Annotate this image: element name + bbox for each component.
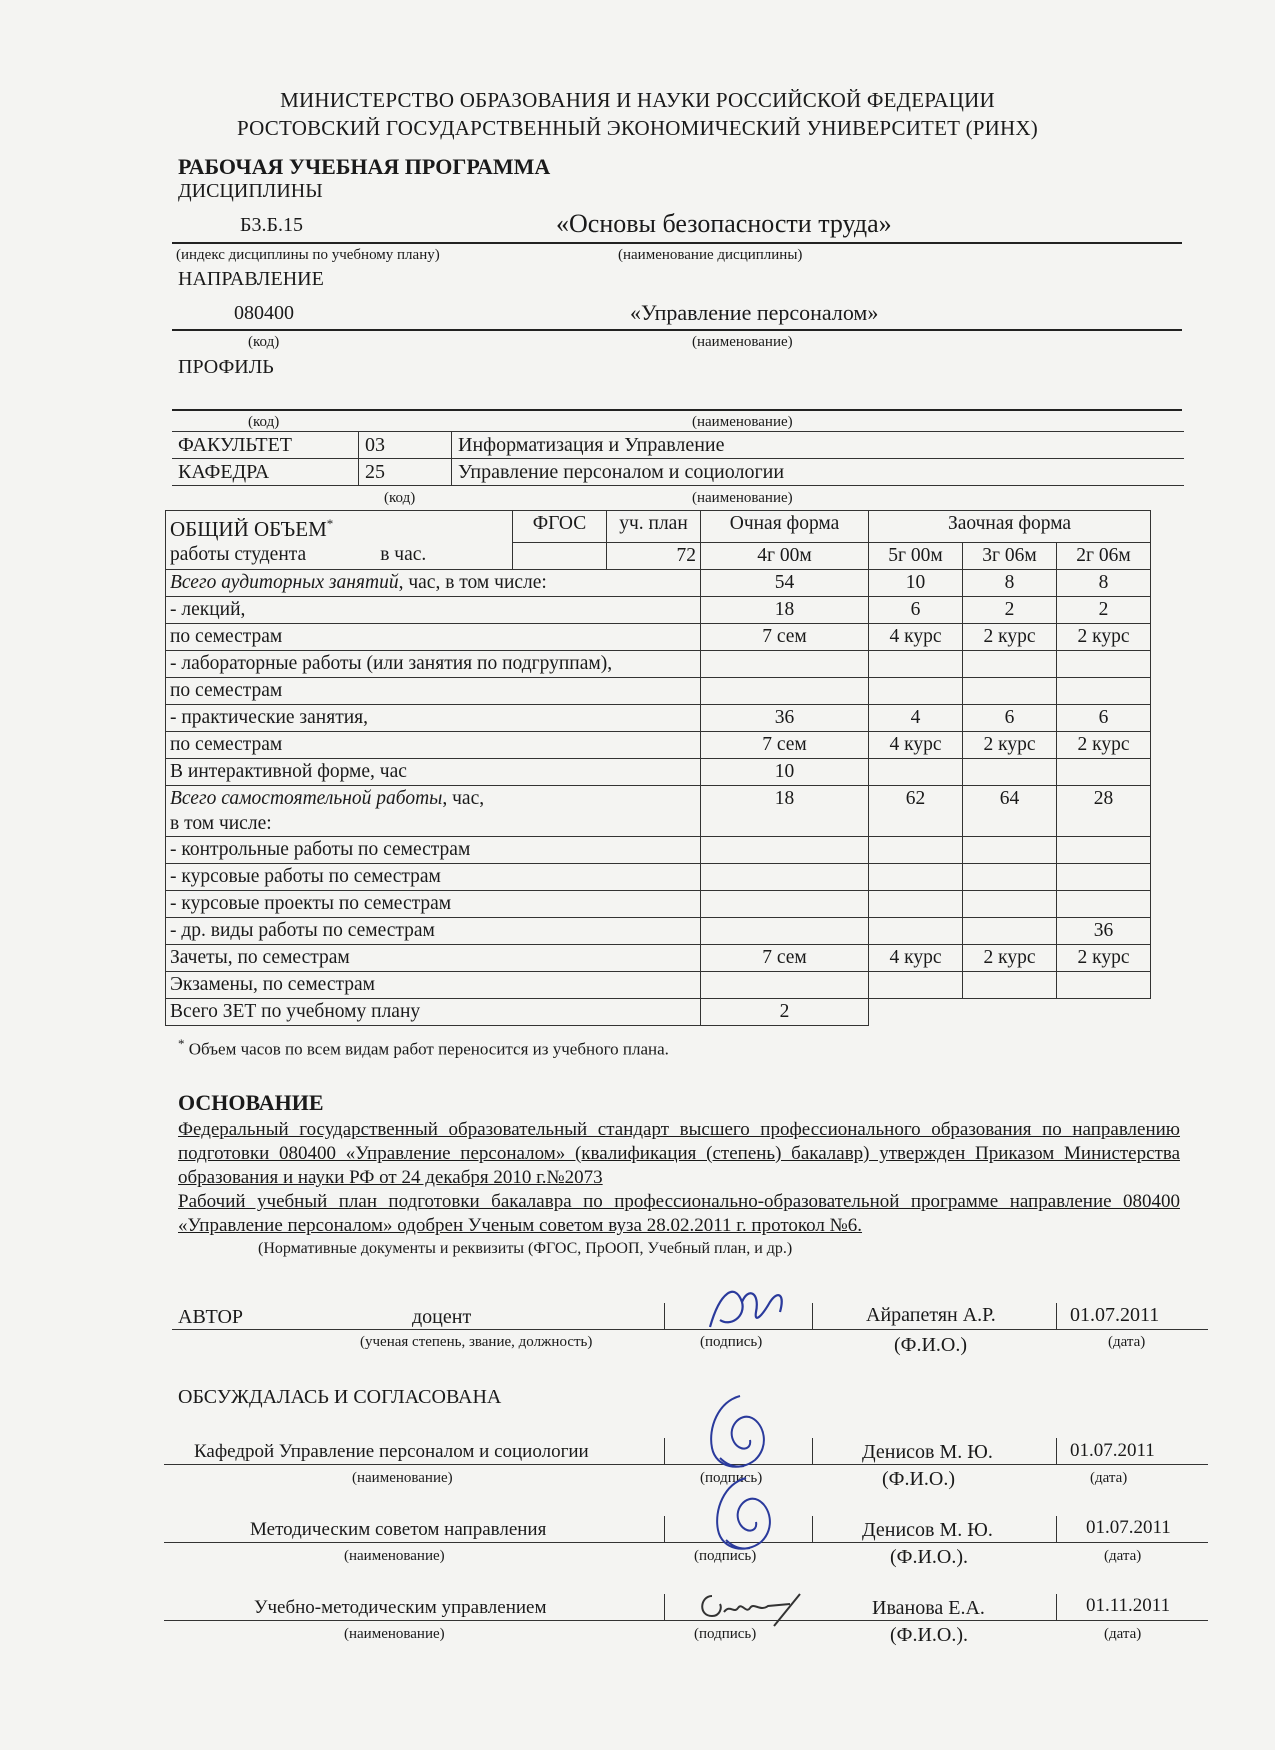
workload-cell: 7 сем [701,623,869,650]
document-title: РАБОЧАЯ УЧЕБНАЯ ПРОГРАММА [178,154,551,179]
workload-row [166,863,1151,890]
workload-cell [963,758,1057,785]
workload-cell [701,650,869,677]
workload-row-label: Всего аудиторных занятий, час, в том числе: [166,569,701,596]
workload-row [166,650,1151,677]
workload-cell: 64 [963,785,1057,836]
workload-row [166,731,1151,758]
workload-cell: 8 [1057,569,1151,596]
author-divider-2 [812,1303,813,1329]
department-code-caption: (код) [384,490,416,506]
workload-cell: 18 [701,596,869,623]
approval-name-caption-0: (наименование) [352,1470,453,1486]
basis-title: ОСНОВАНИЕ [178,1090,324,1115]
workload-row-label: Экзамены, по семестрам [166,971,701,998]
direction-underline [172,329,1182,331]
author-fio-caption: (Ф.И.О.) [894,1334,968,1356]
approval-divider-0a [664,1438,665,1464]
workload-cell: 2 [963,596,1057,623]
university-heading: РОСТОВСКИЙ ГОСУДАРСТВЕННЫЙ ЭКОНОМИЧЕСКИЙ УНИВЕРСИТЕТ (РИНХ) [237,116,1038,140]
author-position: доцент [412,1306,472,1328]
approval-fio-caption-1: (Ф.И.О.). [890,1546,969,1568]
workload-cell [869,890,963,917]
approval-date-caption-0: (дата) [1090,1470,1128,1486]
workload-cell: 7 сем [701,731,869,758]
approval-divider-1c [1056,1516,1057,1542]
workload-header-full: Очная форма [701,511,869,543]
workload-col-2: 3г 06м [963,542,1057,569]
approval-date-caption-1: (дата) [1104,1548,1142,1564]
approval-body-2: Учебно-методическим управлением [254,1597,547,1618]
workload-row [166,944,1151,971]
approval-divider-1a [664,1516,665,1542]
workload-header-plan: уч. план [607,511,701,543]
author-position-caption: (ученая степень, звание, должность) [360,1334,593,1350]
direction-label: НАПРАВЛЕНИЕ [178,268,324,290]
workload-row [166,596,1151,623]
workload-row-label: - лабораторные работы (или занятия по подгруппам), [166,650,701,677]
approval-divider-2c [1056,1594,1057,1620]
workload-empty [869,998,963,1025]
workload-fgos-value [513,542,607,569]
workload-cell [963,890,1057,917]
workload-header-student: работы студента в час. [166,542,513,569]
workload-row-label: - др. виды работы по семестрам [166,917,701,944]
workload-cell [963,650,1057,677]
workload-cell: 2 курс [963,623,1057,650]
workload-cell [701,917,869,944]
approval-date-caption-2: (дата) [1104,1626,1142,1642]
workload-row-label: - контрольные работы по семестрам [166,836,701,863]
workload-cell: 8 [963,569,1057,596]
workload-empty [1057,998,1151,1025]
department-name-caption: (наименование) [692,490,793,506]
workload-header-total: ОБЩИЙ ОБЪЕМ* [166,511,513,543]
workload-cell [1057,836,1151,863]
workload-row-label: по семестрам [166,623,701,650]
document-subtitle: ДИСЦИПЛИНЫ [178,180,323,202]
workload-header-fgos: ФГОС [513,511,607,543]
workload-header-ext: Заочная форма [869,511,1151,543]
workload-cell: 6 [1057,704,1151,731]
workload-cell [1057,650,1151,677]
workload-cell [701,890,869,917]
workload-cell [701,677,869,704]
approval-divider-0c [1056,1438,1057,1464]
workload-cell [1057,890,1151,917]
approval-signature-2-icon [690,1582,870,1632]
workload-row [166,569,1151,596]
workload-plan-value: 72 [607,542,701,569]
direction-code: 080400 [234,302,294,324]
workload-cell: 6 [963,704,1057,731]
workload-cell: 2 [1057,596,1151,623]
approval-fio-caption-0: (Ф.И.О.) [882,1468,956,1490]
workload-row [166,704,1151,731]
approval-underline-1 [164,1542,1208,1543]
workload-cell: 7 сем [701,944,869,971]
author-fio: Айрапетян А.Р. [866,1304,996,1326]
direction-code-caption: (код) [248,334,280,350]
workload-cell [869,863,963,890]
profile-underline [172,409,1182,411]
workload-cell [963,917,1057,944]
workload-cell: 2 курс [1057,731,1151,758]
workload-header-row-2 [166,542,1151,569]
faculty-code: 03 [359,432,452,459]
workload-cell: 4 курс [869,944,963,971]
workload-cell: 4 курс [869,731,963,758]
approval-date-0: 01.07.2011 [1070,1440,1155,1461]
workload-row-label: - лекций, [166,596,701,623]
workload-cell [963,836,1057,863]
workload-empty [963,998,1057,1025]
approval-divider-0b [812,1438,813,1464]
workload-cell [701,971,869,998]
approval-sign-caption-2: (подпись) [694,1626,757,1642]
workload-cell [1057,677,1151,704]
workload-row [166,836,1151,863]
workload-cell [701,863,869,890]
workload-col-0: 4г 00м [701,542,869,569]
faculty-row [172,432,1184,459]
workload-cell: 2 курс [963,944,1057,971]
discipline-name-caption: (наименование дисциплины) [618,247,803,263]
workload-cell: 28 [1057,785,1151,836]
approval-title: ОБСУЖДАЛАСЬ И СОГЛАСОВАНА [178,1386,502,1408]
workload-col-3: 2г 06м [1057,542,1151,569]
workload-row-label: - курсовые работы по семестрам [166,863,701,890]
discipline-index-caption: (индекс дисциплины по учебному плану) [176,247,440,263]
discipline-name: «Основы безопасности труда» [556,209,892,238]
direction-name: «Управление персоналом» [630,300,879,325]
workload-cell: 10 [701,758,869,785]
approval-fio-0: Денисов М. Ю. [862,1441,993,1463]
author-divider-3 [1056,1303,1057,1329]
approval-sign-caption-1: (подпись) [694,1548,757,1564]
approval-signature-1-icon [706,1470,786,1562]
workload-footnote: * Объем часов по всем видам работ переносится из учебного плана. [178,1036,669,1059]
workload-cell: 2 [701,998,869,1025]
workload-cell: 18 [701,785,869,836]
workload-cell: 2 курс [1057,623,1151,650]
workload-cell: 10 [869,569,963,596]
author-date-caption: (дата) [1108,1334,1146,1350]
author-label: АВТОР [178,1306,244,1328]
approval-fio-2: Иванова Е.А. [872,1597,985,1619]
approval-name-caption-2: (наименование) [344,1626,445,1642]
approval-divider-1b [812,1516,813,1542]
workload-cell: 36 [701,704,869,731]
workload-row [166,623,1151,650]
approval-sign-caption-0: (подпись) [700,1470,763,1486]
approval-fio-caption-2: (Ф.И.О.). [890,1624,969,1646]
author-divider-1 [664,1303,665,1329]
approval-fio-1: Денисов М. Ю. [862,1519,993,1541]
workload-cell [869,758,963,785]
profile-code-caption: (код) [248,414,280,430]
workload-row-label: - курсовые проекты по семестрам [166,890,701,917]
workload-cell [869,677,963,704]
workload-row [166,785,1151,836]
faculty-department-table [172,431,1184,486]
workload-cell: 4 курс [869,623,963,650]
department-code: 25 [359,459,452,486]
workload-row-label: по семестрам [166,731,701,758]
workload-cell [869,971,963,998]
workload-row [166,971,1151,998]
approval-body-1: Методическим советом направления [250,1519,547,1540]
workload-col-1: 5г 00м [869,542,963,569]
profile-name-caption: (наименование) [692,414,793,430]
workload-cell [869,836,963,863]
faculty-label: ФАКУЛЬТЕТ [172,432,359,459]
workload-cell [701,836,869,863]
workload-row [166,677,1151,704]
approval-name-caption-1: (наименование) [344,1548,445,1564]
workload-row-label: В интерактивной форме, час [166,758,701,785]
discipline-index: Б3.Б.15 [240,214,303,236]
faculty-name: Информатизация и Управление [452,432,1185,459]
workload-row [166,917,1151,944]
workload-cell [869,917,963,944]
approval-date-1: 01.07.2011 [1086,1517,1171,1538]
approval-divider-2a [664,1594,665,1620]
approval-date-2: 01.11.2011 [1086,1595,1171,1616]
workload-cell: 62 [869,785,963,836]
workload-row-label: по семестрам [166,677,701,704]
workload-cell: 4 [869,704,963,731]
approval-body-0: Кафедрой Управление персоналом и социологии [194,1441,589,1462]
author-date: 01.07.2011 [1070,1304,1160,1326]
workload-row [166,758,1151,785]
workload-cell: 36 [1057,917,1151,944]
workload-cell [1057,863,1151,890]
ministry-heading: МИНИСТЕРСТВО ОБРАЗОВАНИЯ И НАУКИ РОССИЙСКОЙ ФЕДЕРАЦИИ [280,88,995,112]
basis-paragraph-1: Федеральный государственный образовательный стандарт высшего профессионального образования по направлению подготовки 080400 «Управление персоналом» (квалификация (степень) бакалавр) утвержден Приказом Министерства образования и науки РФ от 24 декабря 2010 г.№2073 [178,1119,1180,1188]
workload-cell [963,863,1057,890]
workload-cell: 2 курс [1057,944,1151,971]
department-label: КАФЕДРА [172,459,359,486]
workload-cell: 54 [701,569,869,596]
basis-paragraph-2: Рабочий учебный план подготовки бакалавра по профессионально-образовательной программе направление 080400 «Управление персоналом» одобрен Ученым советом вуза 28.02.2011 г. протокол №6. [178,1191,1180,1236]
workload-row-label: Зачеты, по семестрам [166,944,701,971]
profile-label: ПРОФИЛЬ [178,356,274,378]
discipline-underline [172,242,1182,244]
direction-name-caption: (наименование) [692,334,793,350]
workload-row-label: - практические занятия, [166,704,701,731]
workload-cell: 6 [869,596,963,623]
author-signature-icon [690,1272,800,1342]
department-row [172,459,1184,486]
approval-underline-2 [164,1620,1208,1621]
workload-cell [869,650,963,677]
workload-cell [963,971,1057,998]
department-name: Управление персоналом и социологии [452,459,1185,486]
workload-row-label: Всего самостоятельной работы, час, в том числе: [166,785,701,836]
workload-row [166,998,1151,1025]
workload-header-row-1 [166,511,1151,543]
approval-signature-0-icon [700,1388,780,1480]
workload-row [166,890,1151,917]
workload-cell [1057,971,1151,998]
workload-cell: 2 курс [963,731,1057,758]
approval-underline-0 [164,1464,1208,1465]
author-sign-caption: (подпись) [700,1334,763,1350]
workload-cell [963,677,1057,704]
workload-cell [1057,758,1151,785]
workload-row-label: Всего ЗЕТ по учебному плану [166,998,701,1025]
workload-table [165,510,1151,1026]
basis-note: (Нормативные документы и реквизиты (ФГОС, ПрООП, Учебный план, и др.) [258,1240,793,1257]
